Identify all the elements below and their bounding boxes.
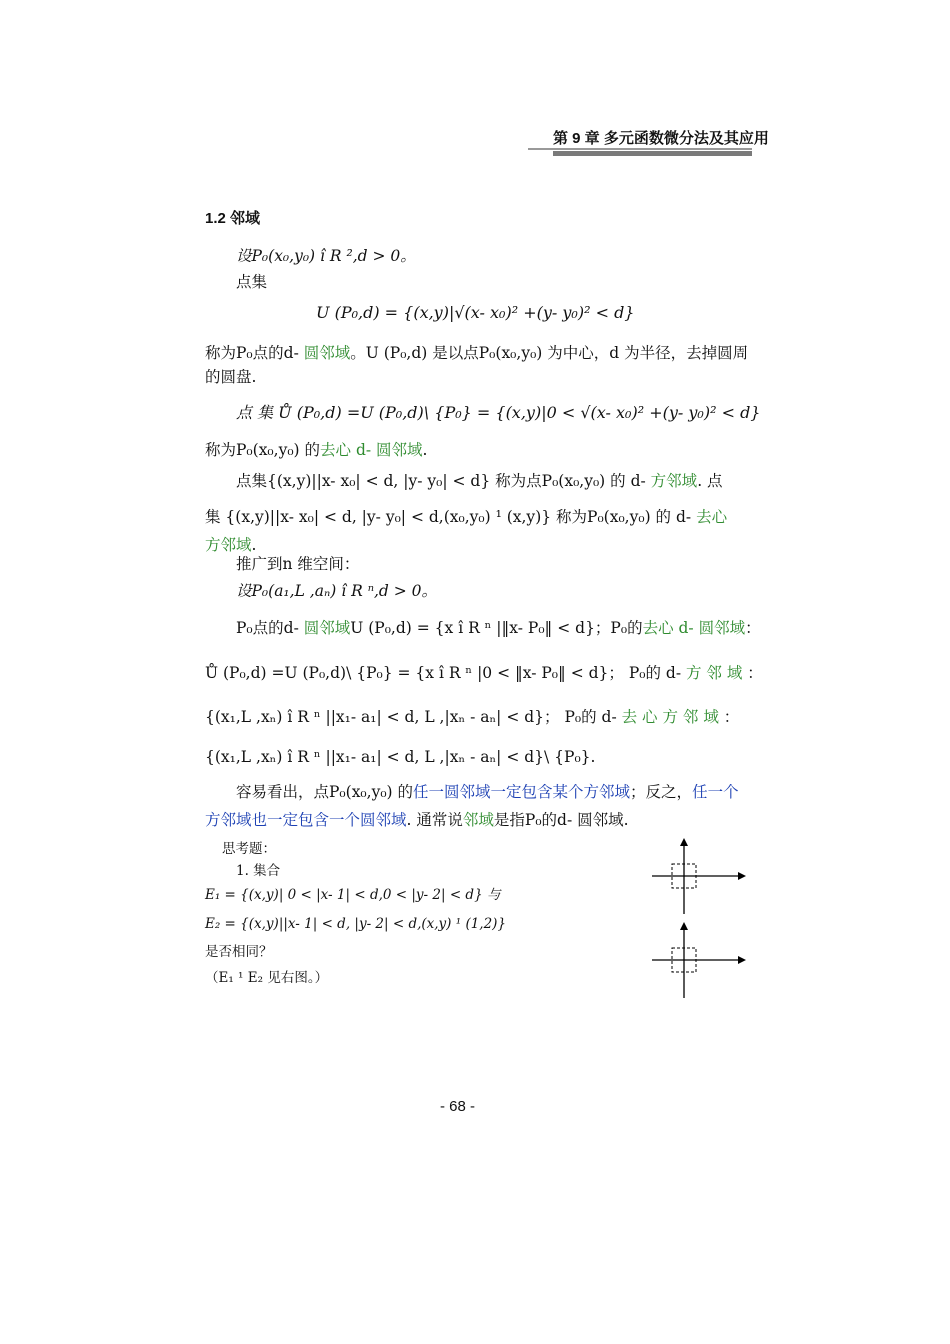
text: U (P₀,d) = {x î R ⁿ |‖x- P₀‖ < d}；P₀的 bbox=[350, 619, 643, 637]
header-rule-thick bbox=[553, 151, 752, 156]
text: ；反之， bbox=[630, 783, 693, 801]
term-punctured-circle: 去心 d- 圆邻域 bbox=[320, 441, 423, 459]
line-n-square bbox=[205, 706, 739, 728]
line-n-punctured-square: {(x₁,L ,xₙ) î R ⁿ ||x₁- a₁| < d, L ,|xₙ - aₙ| < d}\ {P₀}. bbox=[205, 748, 596, 766]
text: 集 {(x,y)||x- x₀| < d, |y- y₀| < d,(x₀,y₀) ¹ (x,y)} 称为P₀(x₀,y₀) 的 d- bbox=[205, 508, 697, 526]
set-e1: E₁ = {(x,y)| 0 < |x- 1| < d,0 < |y- 2| < d} 与 bbox=[205, 887, 501, 903]
line-punctured-def bbox=[205, 439, 427, 461]
chapter-header: 第 9 章 多元函数微分法及其应用 bbox=[553, 130, 769, 147]
text: ： bbox=[718, 708, 740, 726]
question-title: 思考题： bbox=[222, 841, 276, 857]
set-e2: E₂ = {(x,y)||x- 1| < d, |y- 2| < d,(x,y) ¹ (1,2)} bbox=[205, 916, 507, 932]
text: . 通常说 bbox=[406, 811, 463, 829]
line-setup: 设P₀(x₀,y₀) î R ²,d > 0。 bbox=[236, 247, 416, 265]
term-punctured-square-n: 去 心 方 邻 域 bbox=[621, 708, 719, 726]
text: P₀点的d- bbox=[236, 619, 304, 637]
term-square: 方邻域 bbox=[205, 536, 252, 554]
line-observation-1 bbox=[236, 781, 739, 803]
term-punctured: 去心 bbox=[696, 508, 728, 526]
text: ： bbox=[742, 664, 763, 682]
term-square-n: 方 邻 域 bbox=[685, 664, 743, 682]
header-rule-thin bbox=[528, 148, 752, 150]
text: {(x₁,L ,xₙ) î R ⁿ ||x₁- a₁| < d, L ,|xₙ - aₙ| < d}； P₀的 d- bbox=[205, 708, 622, 726]
line-setup-n: 设P₀(a₁,L ,aₙ) î R ⁿ,d > 0。 bbox=[236, 582, 438, 600]
text: . bbox=[251, 536, 257, 554]
text: 。U (P₀,d) 是以点P₀(x₀,y₀) 为中心，d 为半径，去掉圆周 bbox=[350, 344, 749, 362]
text: . bbox=[422, 441, 428, 459]
question-prompt: 是否相同？ bbox=[205, 944, 273, 960]
line-circle-def bbox=[205, 342, 748, 364]
figure-e1-axes bbox=[648, 838, 748, 916]
text: ： bbox=[745, 619, 761, 637]
term-any-one: 任一个 bbox=[692, 783, 739, 801]
page-number: - 68 - bbox=[440, 1098, 476, 1115]
term-circle-n: 圆邻域 bbox=[303, 619, 351, 637]
question-1: 1. 集合 bbox=[236, 863, 281, 879]
text: 容易看出，点P₀(x₀,y₀) 的 bbox=[236, 783, 414, 801]
term-circle-neighborhood: 圆邻域 bbox=[303, 344, 351, 362]
line-square-def bbox=[236, 470, 723, 492]
text: Ů (P₀,d) =U (P₀,d)\ {P₀} = {x î R ⁿ |0 < ‖x- P₀‖ < d}； P₀的 d- bbox=[205, 664, 686, 682]
text: . 点 bbox=[697, 472, 723, 490]
term-neighborhood: 邻域 bbox=[462, 811, 494, 829]
line-generalize: 推广到n 维空间： bbox=[236, 555, 360, 573]
line-observation-2 bbox=[205, 809, 629, 831]
term-punctured-circle-n: 去心 d- 圆邻域 bbox=[642, 619, 746, 637]
line-disk: 的圆盘. bbox=[205, 368, 257, 386]
term-square-contains-circle: 方邻域也一定包含一个圆邻域 bbox=[205, 811, 407, 829]
formula-punctured-neighborhood: 点 集 Ů (P₀,d) =U (P₀,d)\ {P₀} = {(x,y)|0 < √(x- x₀)² +(y- y₀)² < d} bbox=[236, 403, 761, 422]
term-square-neighborhood: 方邻域 bbox=[650, 472, 698, 490]
formula-circle-neighborhood: U (P₀,d) = {(x,y)|√(x- x₀)² +(y- y₀)² < d} bbox=[316, 303, 635, 322]
figure-e2-axes bbox=[648, 922, 748, 1000]
line-punctured-square-def bbox=[205, 506, 727, 528]
question-answer: （E₁ ¹ E₂ 见右图。） bbox=[205, 970, 329, 986]
line-point-set: 点集 bbox=[236, 273, 268, 291]
term-circle-contains-square: 任一圆邻域一定包含某个方邻域 bbox=[413, 783, 631, 801]
section-title: 1.2 邻域 bbox=[205, 210, 261, 227]
text: 点集{(x,y)||x- x₀| < d, |y- y₀| < d} 称为点P₀(x₀,y₀) 的 d- bbox=[236, 472, 651, 490]
text: 称为P₀(x₀,y₀) 的 bbox=[205, 441, 321, 459]
line-n-circle bbox=[236, 617, 761, 639]
line-n-punctured bbox=[205, 662, 763, 684]
text: 称为P₀点的d- bbox=[205, 344, 304, 362]
text: 是指P₀的d- 圆邻域. bbox=[493, 811, 629, 829]
